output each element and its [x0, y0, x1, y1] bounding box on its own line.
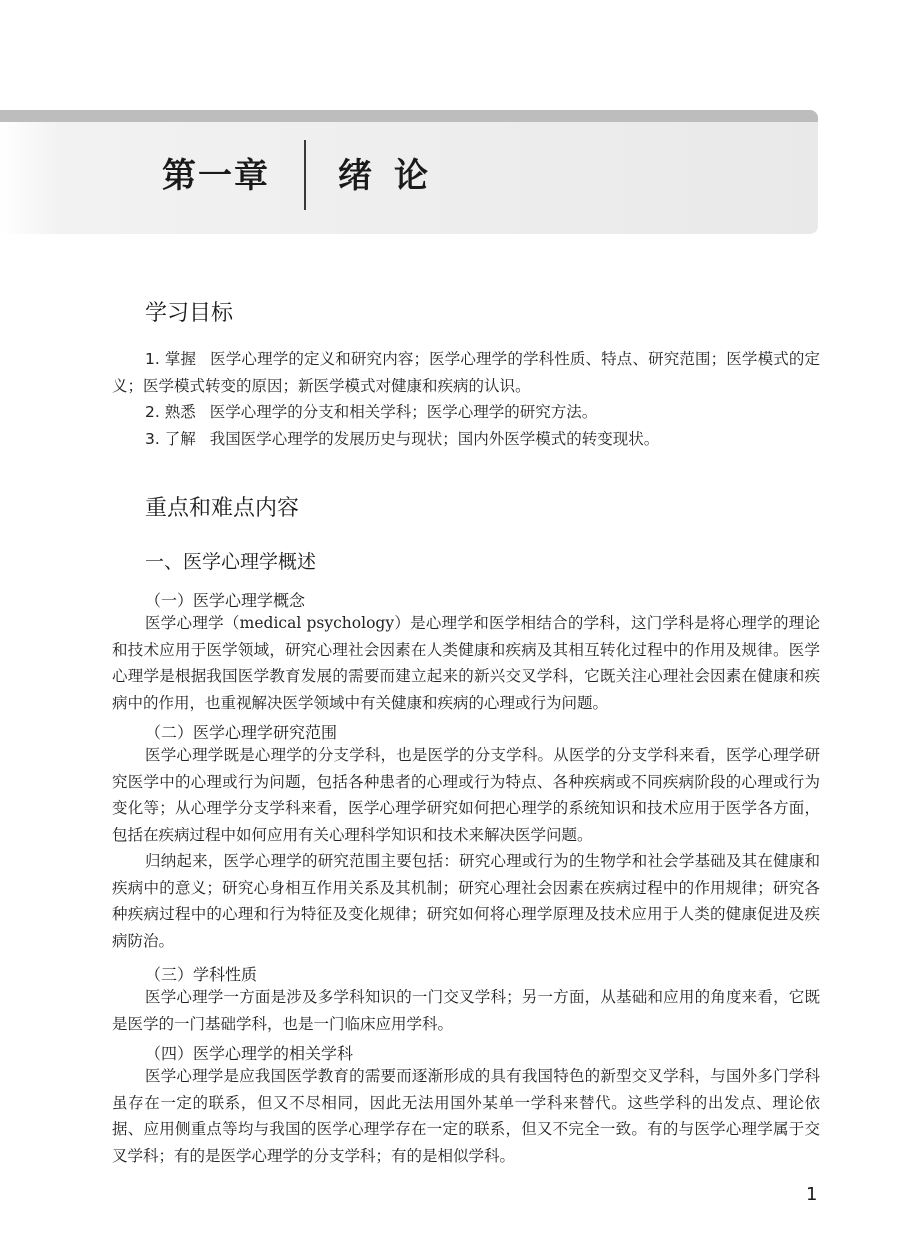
- objective-level: 3. 了解: [145, 430, 196, 448]
- body-paragraph: 医学心理学是应我国医学教育的需要而逐渐形成的具有我国特色的新型交叉学科，与国外多门学科虽存在一定的联系，但又不尽相同，因此无法用国外某单一学科来替代。这些学科的出发点、理论依据、应用侧重点等均与我国的医学心理学存在一定的联系，但又不完全一致。有的与医学心理学属于交叉学科；有的是医学心理学的分支学科；有的是相似学科。: [112, 1067, 820, 1165]
- objective-level: 2. 熟悉: [145, 403, 196, 421]
- objective-level: 1. 掌握: [145, 350, 197, 368]
- chapter-divider: [304, 140, 306, 210]
- body-paragraph: 医学心理学一方面是涉及多学科知识的一门交叉学科；另一方面，从基础和应用的角度来看，它既是医学的一门基础学科，也是一门临床应用学科。: [112, 988, 820, 1033]
- objective-item: [112, 346, 820, 399]
- objective-text: 医学心理学的定义和研究内容；医学心理学的学科性质、特点、研究范围；医学模式的定义；医学模式转变的原因；新医学模式对健康和疾病的认识。: [112, 350, 820, 395]
- subsection-heading: （一）医学心理学概念: [145, 591, 306, 610]
- subsection-heading: （三）学科性质: [145, 965, 258, 984]
- page-number: 1: [806, 1184, 818, 1205]
- body-paragraph: 医学心理学既是心理学的分支学科，也是医学的分支学科。从医学的分支学科来看，医学心理学研究医学中的心理或行为问题，包括各种患者的心理或行为特点、各种疾病或不同疾病阶段的心理或行为变化等；从心理学分支学科来看，医学心理学研究如何把心理学的系统知识和技术应用于医学各方面，包括在疾病过程中如何应用有关心理科学知识和技术来解决医学问题。: [112, 746, 820, 844]
- subsection-heading: （四）医学心理学的相关学科: [145, 1044, 354, 1063]
- objective-item: [112, 399, 820, 426]
- body-paragraph: 归纳起来，医学心理学的研究范围主要包括：研究心理或行为的生物学和社会学基础及其在健康和疾病中的意义；研究心身相互作用关系及其机制；研究心理社会因素在疾病过程中的作用规律；研究各种疾病过程中的心理和行为特征及变化规律；研究如何将心理学原理及技术应用于人类的健康促进及疾病防治。: [112, 852, 820, 950]
- chapter-title: 绪论: [338, 156, 450, 196]
- objective-text: 医学心理学的分支和相关学科；医学心理学的研究方法。: [209, 403, 598, 421]
- chapter-number: 第一章: [162, 156, 270, 196]
- key-points-heading: 重点和难点内容: [145, 496, 300, 521]
- body-paragraph: 医学心理学（medical psychology）是心理学和医学相结合的学科，这门学科是将心理学的理论和技术应用于医学领域，研究心理社会因素在人类健康和疾病及其相互转化过程中的作用及规律。医学心理学是根据我国医学教育发展的需要而建立起来的新兴交叉学科，它既关注心理社会因素在健康和疾病中的作用，也重视解决医学领域中有关健康和疾病的心理或行为问题。: [112, 614, 820, 712]
- subsection-heading: （二）医学心理学研究范围: [145, 723, 338, 742]
- objective-item: [112, 426, 820, 453]
- objective-text: 我国医学心理学的发展历史与现状；国内外医学模式的转变现状。: [209, 430, 660, 448]
- objectives-heading: 学习目标: [145, 301, 234, 326]
- section-heading: 一、医学心理学概述: [145, 551, 317, 573]
